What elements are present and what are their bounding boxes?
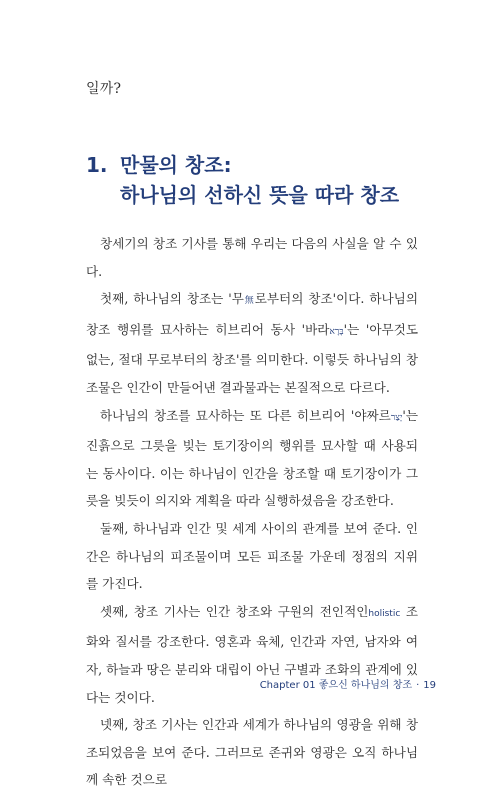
paragraph-fourth: 넷째, 창조 기사는 인간과 세계가 하나님의 영광을 위해 창조되었음을 보여 준다. 그러므로 존귀와 영광은 오직 하나님께 속한 것으로 xyxy=(86,717,418,788)
hanja-gloss: 無 xyxy=(243,296,255,307)
page-footer xyxy=(260,676,436,691)
english-gloss: holistic xyxy=(368,608,401,619)
paragraph-first: 첫째, 하나님의 창조는 '무無로부터의 창조'이다. 하나님의 창조 행위를 묘사하는 히브리어 동사 '바라בָּרָא'는 '아무것도 없는, 절대 무로부터의 창조'를 의미한다. 이렇듯 하나님의 창조물은 인간이 만들어낸 결과물과는 본질적으로 다르다. xyxy=(86,291,418,395)
section-heading xyxy=(86,150,399,210)
heading-title-1: 만물의 창조: xyxy=(120,153,232,177)
page-number: 19 xyxy=(423,680,436,691)
heading-line-1 xyxy=(86,150,399,180)
footer-separator: · xyxy=(416,680,420,691)
paragraph-yatsar: 하나님의 창조를 묘사하는 또 다른 히브리어 '야짜르יָצַר'는 진흙으로 그릇을 빚는 토기장이의 행위를 묘사할 때 사용되는 동사이다. 이는 하나님이 인간을 창조할 때 토기장이가 그릇을 빚듯이 의지와 계획을 따라 실행하셨음을 강조한다. xyxy=(86,407,418,509)
hebrew-gloss-bara: בָּרָא xyxy=(329,326,344,337)
chapter-title: Chapter 01 좋으신 하나님의 창조 xyxy=(259,680,413,691)
body-text xyxy=(86,230,418,794)
hebrew-gloss-yatsar: יָצַר xyxy=(390,412,403,423)
heading-line-2: 하나님의 선하신 뜻을 따라 창조 xyxy=(120,183,400,207)
previous-paragraph-end: 일까? xyxy=(86,81,122,97)
paragraph-second: 둘째, 하나님과 인간 및 세계 사이의 관계를 보여 준다. 인간은 하나님의 피조물이며 모든 피조물 가운데 정점의 지위를 가진다. xyxy=(86,520,418,592)
section-number: 1. xyxy=(86,153,108,177)
paragraph-intro: 창세기의 창조 기사를 통해 우리는 다음의 사실을 알 수 있다. xyxy=(86,236,418,279)
paragraph-third: 셋째, 창조 기사는 인간 창조와 구원의 전인적인holistic 조화와 질서를 강조한다. 영혼과 육체, 인간과 자연, 남자와 여자, 하늘과 땅은 분리와 대립이 아닌 구별과 조화의 관계에 있다는 것이다. xyxy=(86,603,419,705)
